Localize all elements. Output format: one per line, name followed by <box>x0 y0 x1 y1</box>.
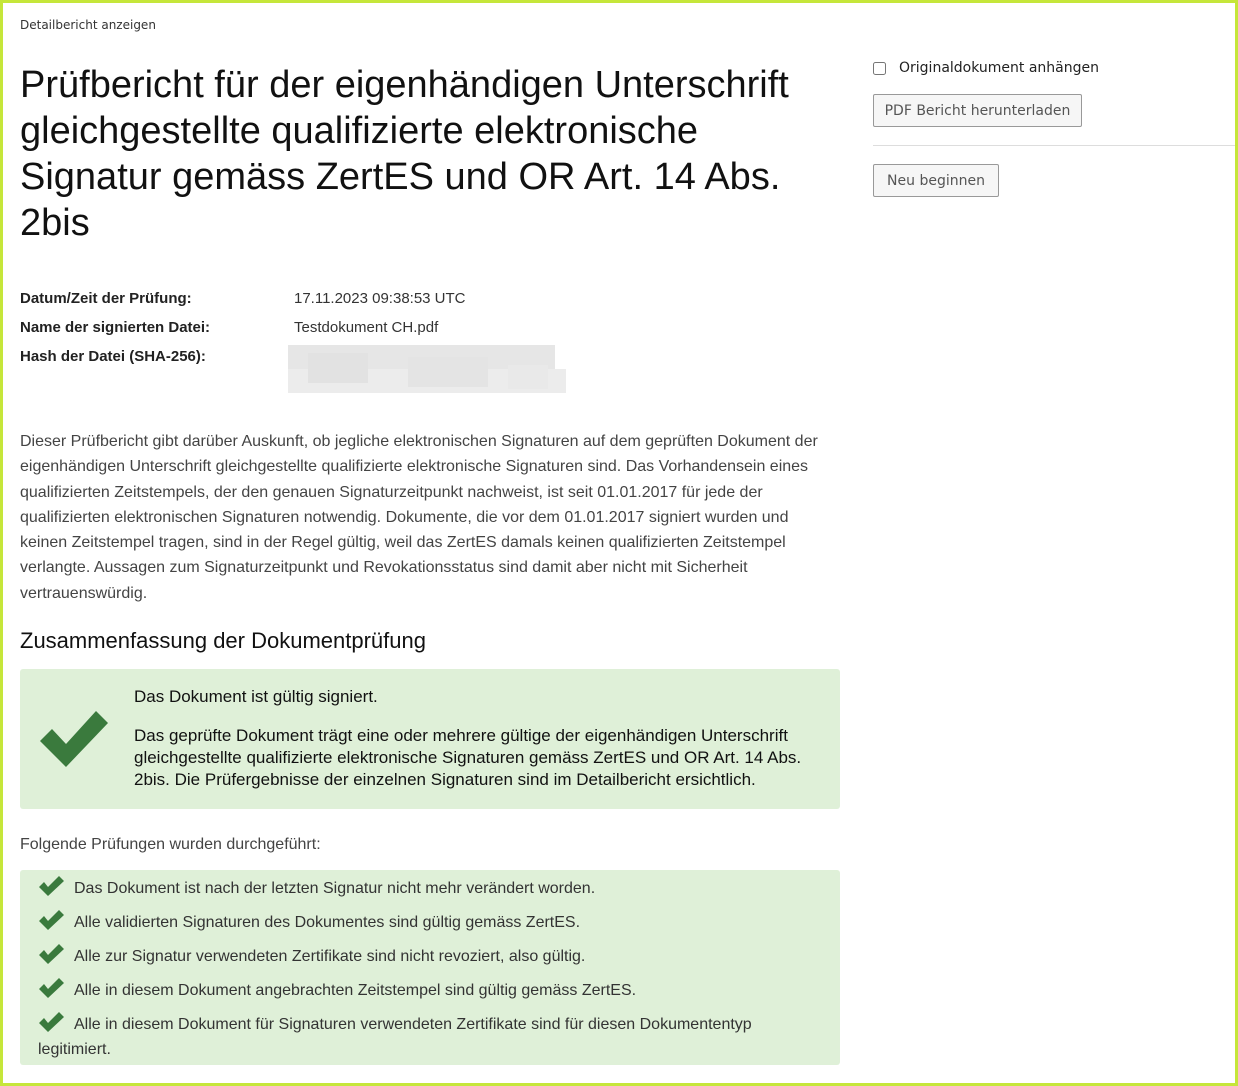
meta-value: Testdokument CH.pdf <box>294 319 439 336</box>
check-item <box>38 1011 828 1062</box>
summary-title: Das Dokument ist gültig signiert. <box>134 687 378 706</box>
intro-paragraph: Dieser Prüfbericht gibt darüber Auskunft, ob jegliche elektronischen Signaturen auf dem geprüften Dokument der eigenhändigen Unterschrift gleichgestellte qualifizierte elektronische Signaturen sind. Das Vorhandensein eines qualifizierten Zeitstempels, der den genauen Signaturzeitpunkt nachweist, ist seit 01.01.2017 für jede der qualifizierten elektronischen Signaturen notwendig. Dokumente, die vor dem 01.01.2017 signiert wurden und keinen Zeitstempel tragen, sind in der Regel gültig, weil das ZertES damals keinen qualifizierten Zeitstempel verlangte. Aussagen zum Signaturzeitpunkt und Revokationsstatus sind damit aber nicht mit Sicherheit vertrauenswürdig. <box>20 433 818 602</box>
check-item <box>38 977 828 1003</box>
sidebar-divider <box>873 145 1235 146</box>
download-pdf-button[interactable]: PDF Bericht herunterladen <box>873 94 1082 127</box>
summary-text: Das geprüfte Dokument trägt eine oder mehrere gültige der eigenhändigen Unterschrift gleichgestellte qualifizierte elektronische Signaturen gemäss ZertES und OR Art. 14 Abs. 2bis. Die Prüfergebnisse der einzelnen Signaturen sind im Detailbericht ersichtlich. <box>134 726 802 789</box>
check-item <box>38 943 828 969</box>
meta-label: Hash der Datei (SHA-256): <box>20 348 206 365</box>
check-icon <box>38 875 64 897</box>
check-icon <box>38 977 64 999</box>
detail-report-link[interactable]: Detailbericht anzeigen <box>20 18 156 32</box>
check-icon <box>38 1011 64 1033</box>
check-item <box>38 875 828 901</box>
checks-heading: Folgende Prüfungen wurden durchgeführt: <box>20 836 321 853</box>
summary-box <box>20 669 840 809</box>
meta-row-date <box>20 284 820 313</box>
meta-value: 17.11.2023 09:38:53 UTC <box>294 290 466 307</box>
check-item-text: Alle zur Signatur verwendeten Zertifikate sind nicht revoziert, also gültig. <box>74 948 586 965</box>
page-title: Prüfbericht für der eigenhändigen Unterschrift gleichgestellte qualifizierte elektronische Signatur gemäss ZertES und OR Art. 14 Abs. 2bis <box>20 64 789 244</box>
attach-original-checkbox[interactable] <box>873 62 886 75</box>
check-icon <box>38 707 110 769</box>
meta-row-filename <box>20 313 820 342</box>
check-icon <box>38 909 64 931</box>
check-icon <box>38 943 64 965</box>
meta-label: Name der signierten Datei: <box>20 319 211 336</box>
attach-original-label: Originaldokument anhängen <box>899 60 1099 76</box>
meta-label: Datum/Zeit der Prüfung: <box>20 290 192 307</box>
check-item-text: Alle validierten Signaturen des Dokumentes sind gültig gemäss ZertES. <box>74 914 581 931</box>
check-item-text: Alle in diesem Dokument für Signaturen verwendeten Zertifikate sind für diesen Dokumententyp legitimiert. <box>38 1016 752 1058</box>
check-item-text: Alle in diesem Dokument angebrachten Zeitstempel sind gültig gemäss ZertES. <box>74 982 637 999</box>
check-item-text: Das Dokument ist nach der letzten Signatur nicht mehr verändert worden. <box>74 880 596 897</box>
hash-redacted-blur <box>288 345 566 393</box>
checks-box <box>20 870 840 1065</box>
summary-heading: Zusammenfassung der Dokumentprüfung <box>20 628 426 653</box>
attach-original-option[interactable] <box>873 60 1099 76</box>
restart-button[interactable]: Neu beginnen <box>873 164 999 197</box>
check-item <box>38 909 828 935</box>
